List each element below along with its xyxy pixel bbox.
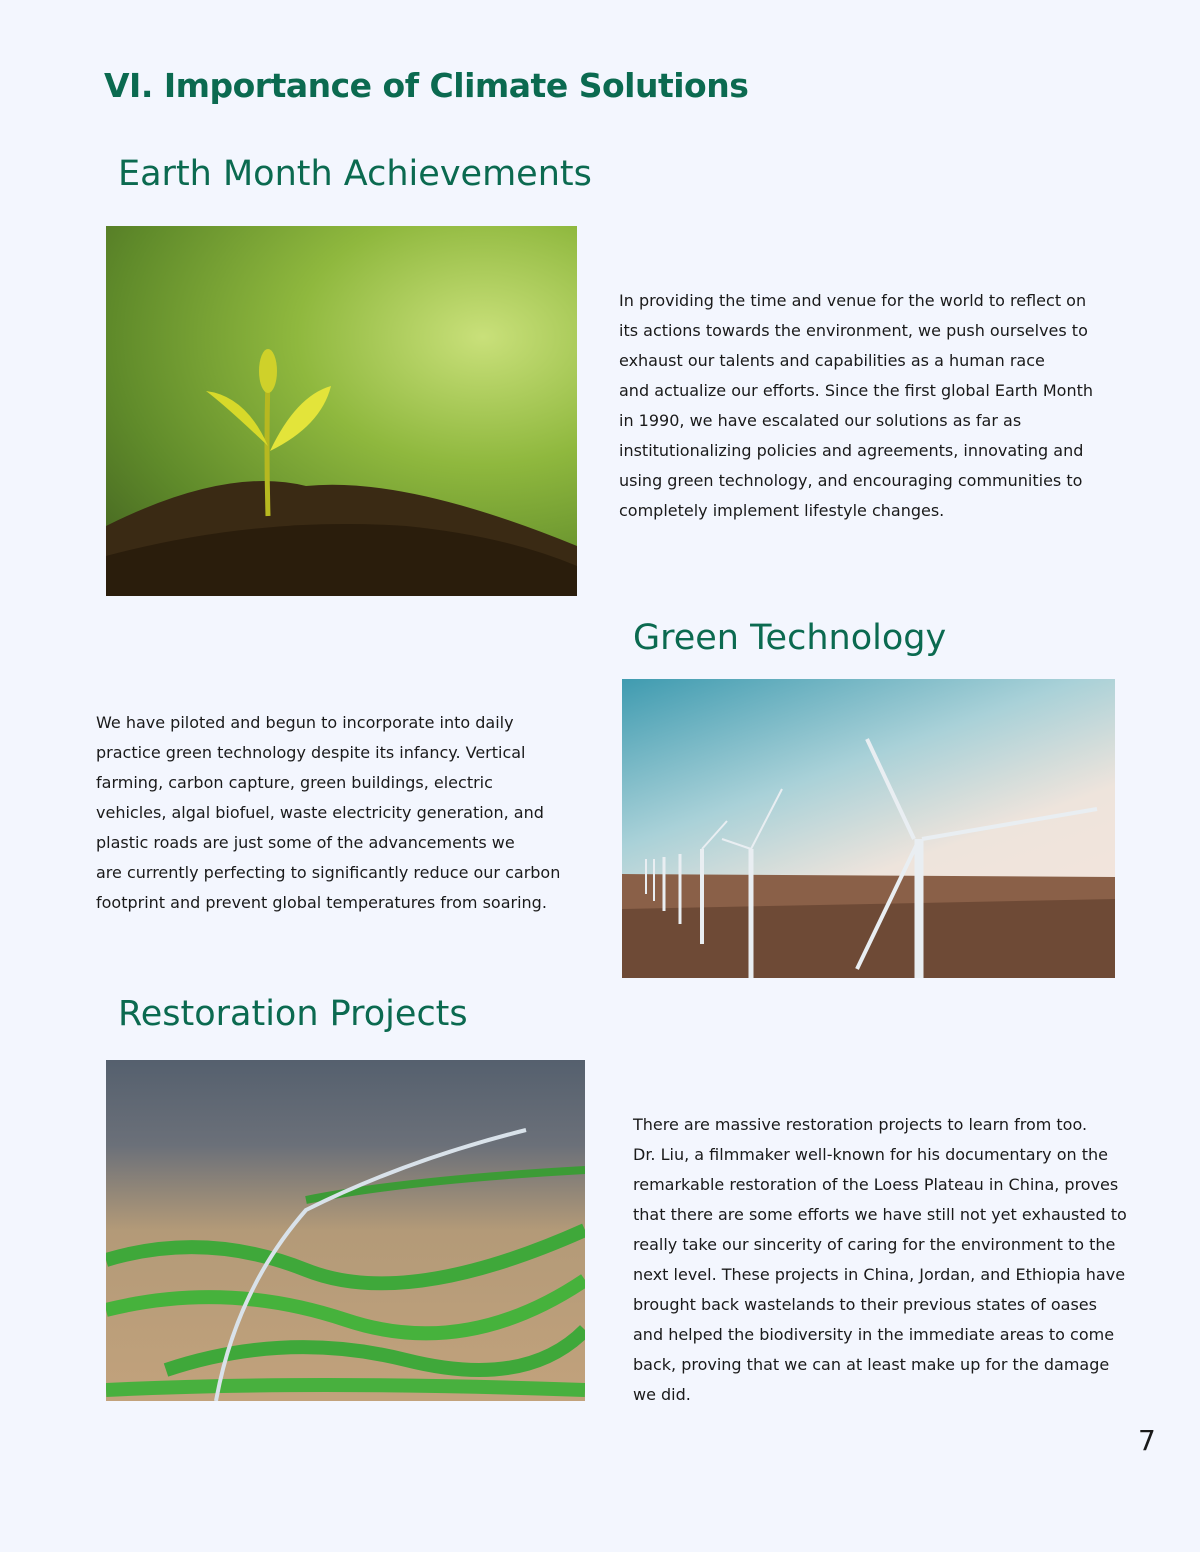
section-heading-green-technology: Green Technology	[633, 618, 947, 658]
section-heading-earth-month: Earth Month Achievements	[118, 154, 592, 194]
text-line: we did.	[633, 1385, 691, 1404]
seedling-image	[106, 226, 577, 596]
text-line: are currently perfecting to significantly reduce our carbon	[96, 863, 561, 882]
text-line: practice green technology despite its infancy. Vertical	[96, 743, 526, 762]
text-line: its actions towards the environment, we push ourselves to	[619, 321, 1088, 340]
text-line: institutionalizing policies and agreements, innovating and	[619, 441, 1084, 460]
text-line: really take our sincerity of caring for the environment to the	[633, 1235, 1116, 1254]
text-line: Dr. Liu, a filmmaker well-known for his documentary on the	[633, 1145, 1108, 1164]
text-line: brought back wastelands to their previous states of oases	[633, 1295, 1097, 1314]
text-line: There are massive restoration projects to learn from too.	[633, 1115, 1088, 1134]
wind-turbines-image	[622, 679, 1115, 978]
green-technology-paragraph	[96, 708, 560, 918]
text-line: and actualize our efforts. Since the first global Earth Month	[619, 381, 1094, 400]
text-line: and helped the biodiversity in the immediate areas to come	[633, 1325, 1115, 1344]
restoration-paragraph	[633, 1110, 1127, 1410]
page-title: VI. Importance of Climate Solutions	[104, 66, 749, 105]
terraced-plateau-image	[106, 1060, 585, 1401]
text-line: exhaust our talents and capabilities as a human race	[619, 351, 1045, 370]
text-line: footprint and prevent global temperatures from soaring.	[96, 893, 547, 912]
text-line: vehicles, algal biofuel, waste electricity generation, and	[96, 803, 544, 822]
text-line: remarkable restoration of the Loess Plateau in China, proves	[633, 1175, 1119, 1194]
page-number: 7	[1138, 1424, 1156, 1457]
text-line: We have piloted and begun to incorporate into daily	[96, 713, 514, 732]
text-line: plastic roads are just some of the advancements we	[96, 833, 515, 852]
text-line: in 1990, we have escalated our solutions as far as	[619, 411, 1022, 430]
text-line: that there are some efforts we have still not yet exhausted to	[633, 1205, 1127, 1224]
text-line: completely implement lifestyle changes.	[619, 501, 945, 520]
text-line: farming, carbon capture, green buildings, electric	[96, 773, 493, 792]
earth-month-paragraph	[619, 286, 1093, 526]
text-line: next level. These projects in China, Jordan, and Ethiopia have	[633, 1265, 1126, 1284]
text-line: using green technology, and encouraging communities to	[619, 471, 1083, 490]
section-heading-restoration: Restoration Projects	[118, 994, 468, 1034]
text-line: back, proving that we can at least make up for the damage	[633, 1355, 1110, 1374]
text-line: In providing the time and venue for the world to reflect on	[619, 291, 1087, 310]
